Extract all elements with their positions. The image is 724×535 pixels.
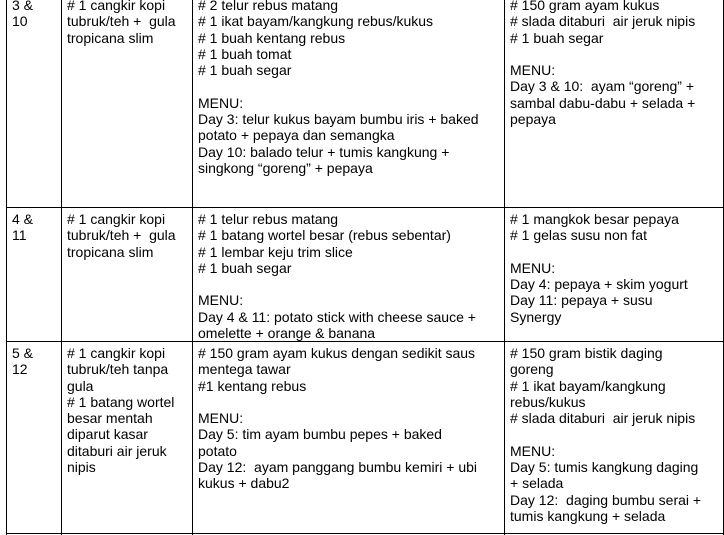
row-divider <box>6 533 724 534</box>
day-cell <box>6 341 61 535</box>
cell-line: Day 12: ayam panggang bumbu kemiri + ubi <box>198 459 477 476</box>
cell-line <box>198 394 504 410</box>
table-row <box>0 0 724 207</box>
cell-line: # slada ditaburi air jeruk nipis <box>510 13 696 30</box>
cell-line: tubruk/teh + gula <box>67 227 176 244</box>
cell-line <box>198 78 504 94</box>
cell-line: # 1 buah tomat <box>198 45 292 62</box>
lunch-cell <box>192 0 504 207</box>
cell-line: kukus + dabu2 <box>198 475 290 492</box>
cell-line: mentega tawar <box>198 361 291 378</box>
cell-line: tubruk/teh + gula <box>67 13 176 30</box>
cell-line: # 1 gelas susu non fat <box>510 227 647 244</box>
cell-line: rebus/kukus <box>510 393 586 410</box>
cell-line: # 1 cangkir kopi <box>67 345 166 361</box>
table-row <box>0 207 724 341</box>
cell-line: Day 11: pepaya + susu <box>510 292 653 309</box>
cell-line <box>510 46 723 62</box>
cell-line: 11 <box>12 227 27 244</box>
cell-line <box>510 244 723 260</box>
cell-line: MENU: <box>198 94 244 111</box>
cell-line: # 1 ikat bayam/kangkung <box>510 377 666 394</box>
cell-line: tumis kangkung + selada <box>510 507 666 524</box>
cell-line: # 1 lembar keju trim slice <box>198 243 353 260</box>
cell-line: MENU: <box>198 410 244 427</box>
cell-line: # 1 buah segar <box>198 62 292 79</box>
cell-line: + selada <box>510 475 564 492</box>
breakfast-cell <box>61 341 192 535</box>
cell-line: Day 12: daging bumbu serai + <box>510 491 702 508</box>
cell-line: # 150 gram bistik daging <box>510 345 663 361</box>
cell-line: tropicana slim <box>67 243 154 260</box>
cell-line: MENU: <box>510 442 556 459</box>
cell-line: singkong “goreng” + pepaya <box>198 159 373 176</box>
cell-line: 10 <box>12 13 28 30</box>
breakfast-cell <box>61 207 192 341</box>
cell-line: Day 3 & 10: ayam “goreng” + <box>510 78 695 95</box>
cell-line: # 1 batang wortel besar (rebus sebentar) <box>198 227 451 244</box>
lunch-cell <box>192 341 504 535</box>
cell-line: Day 3: telur kukus bayam bumbu iris + baked <box>198 111 479 128</box>
dinner-cell <box>504 0 724 207</box>
row-divider <box>6 207 724 208</box>
cell-line: # 1 ikat bayam/kangkung rebus/kukus <box>198 13 434 30</box>
cell-line: Day 5: tim ayam bumbu pepes + baked <box>198 426 442 443</box>
cell-line: sambal dabu-dabu + selada + <box>510 94 696 111</box>
cell-line: # 1 batang wortel <box>67 393 175 410</box>
cell-line: MENU: <box>198 292 244 309</box>
lunch-cell <box>192 207 504 341</box>
cell-line: # 1 cangkir kopi <box>67 0 166 13</box>
dinner-cell <box>504 207 724 341</box>
cell-line: pepaya <box>510 111 556 128</box>
cell-line: MENU: <box>510 259 556 276</box>
cell-line: Day 10: balado telur + tumis kangkung + <box>198 143 450 160</box>
cell-line: Synergy <box>510 308 562 325</box>
cell-line: 4 & <box>12 211 34 227</box>
cell-line: 5 & <box>12 345 34 361</box>
cell-line: MENU: <box>510 62 556 79</box>
cell-line: omelette + orange & banana <box>198 325 376 341</box>
cell-line: tropicana slim <box>67 29 154 46</box>
day-cell <box>6 0 61 207</box>
dinner-cell <box>504 341 724 535</box>
cell-line: # 2 telur rebus matang <box>198 0 339 13</box>
cell-line: potato <box>198 442 237 459</box>
cell-line: 3 & <box>12 0 34 13</box>
cell-line: # 150 gram ayam kukus dengan sedikit saus <box>198 345 476 361</box>
cell-line: nipis <box>67 459 96 476</box>
cell-line: besar mentah <box>67 410 153 427</box>
cell-line: #1 kentang rebus <box>198 377 307 394</box>
cell-line: # 1 cangkir kopi <box>67 211 166 227</box>
cell-line: Day 4 & 11: potato stick with cheese sauce + <box>198 308 476 325</box>
cell-line: # 1 buah segar <box>198 259 292 276</box>
row-divider <box>6 341 724 342</box>
cell-line: gula <box>67 377 94 394</box>
cell-line: # 1 mangkok besar pepaya <box>510 211 679 227</box>
cell-line: 12 <box>12 361 28 378</box>
cell-line: # slada ditaburi air jeruk nipis <box>510 410 696 427</box>
table-row <box>0 341 724 535</box>
breakfast-cell <box>61 0 192 207</box>
cell-line: ditaburi air jeruk <box>67 442 167 459</box>
day-cell <box>6 207 61 341</box>
cell-line: goreng <box>510 361 554 378</box>
cell-line: # 1 buah segar <box>510 29 604 46</box>
cell-line: # 1 buah kentang rebus <box>198 29 346 46</box>
cell-line <box>510 426 723 442</box>
cell-line: potato + pepaya dan semangka <box>198 127 395 144</box>
cell-line <box>198 276 504 292</box>
cell-line: Day 5: tumis kangkung daging <box>510 459 699 476</box>
cell-line: diparut kasar <box>67 426 148 443</box>
cell-line: # 150 gram ayam kukus <box>510 0 660 13</box>
cell-line: tubruk/teh tanpa <box>67 361 169 378</box>
cell-line: Day 4: pepaya + skim yogurt <box>510 276 688 293</box>
cell-line: # 1 telur rebus matang <box>198 211 339 227</box>
